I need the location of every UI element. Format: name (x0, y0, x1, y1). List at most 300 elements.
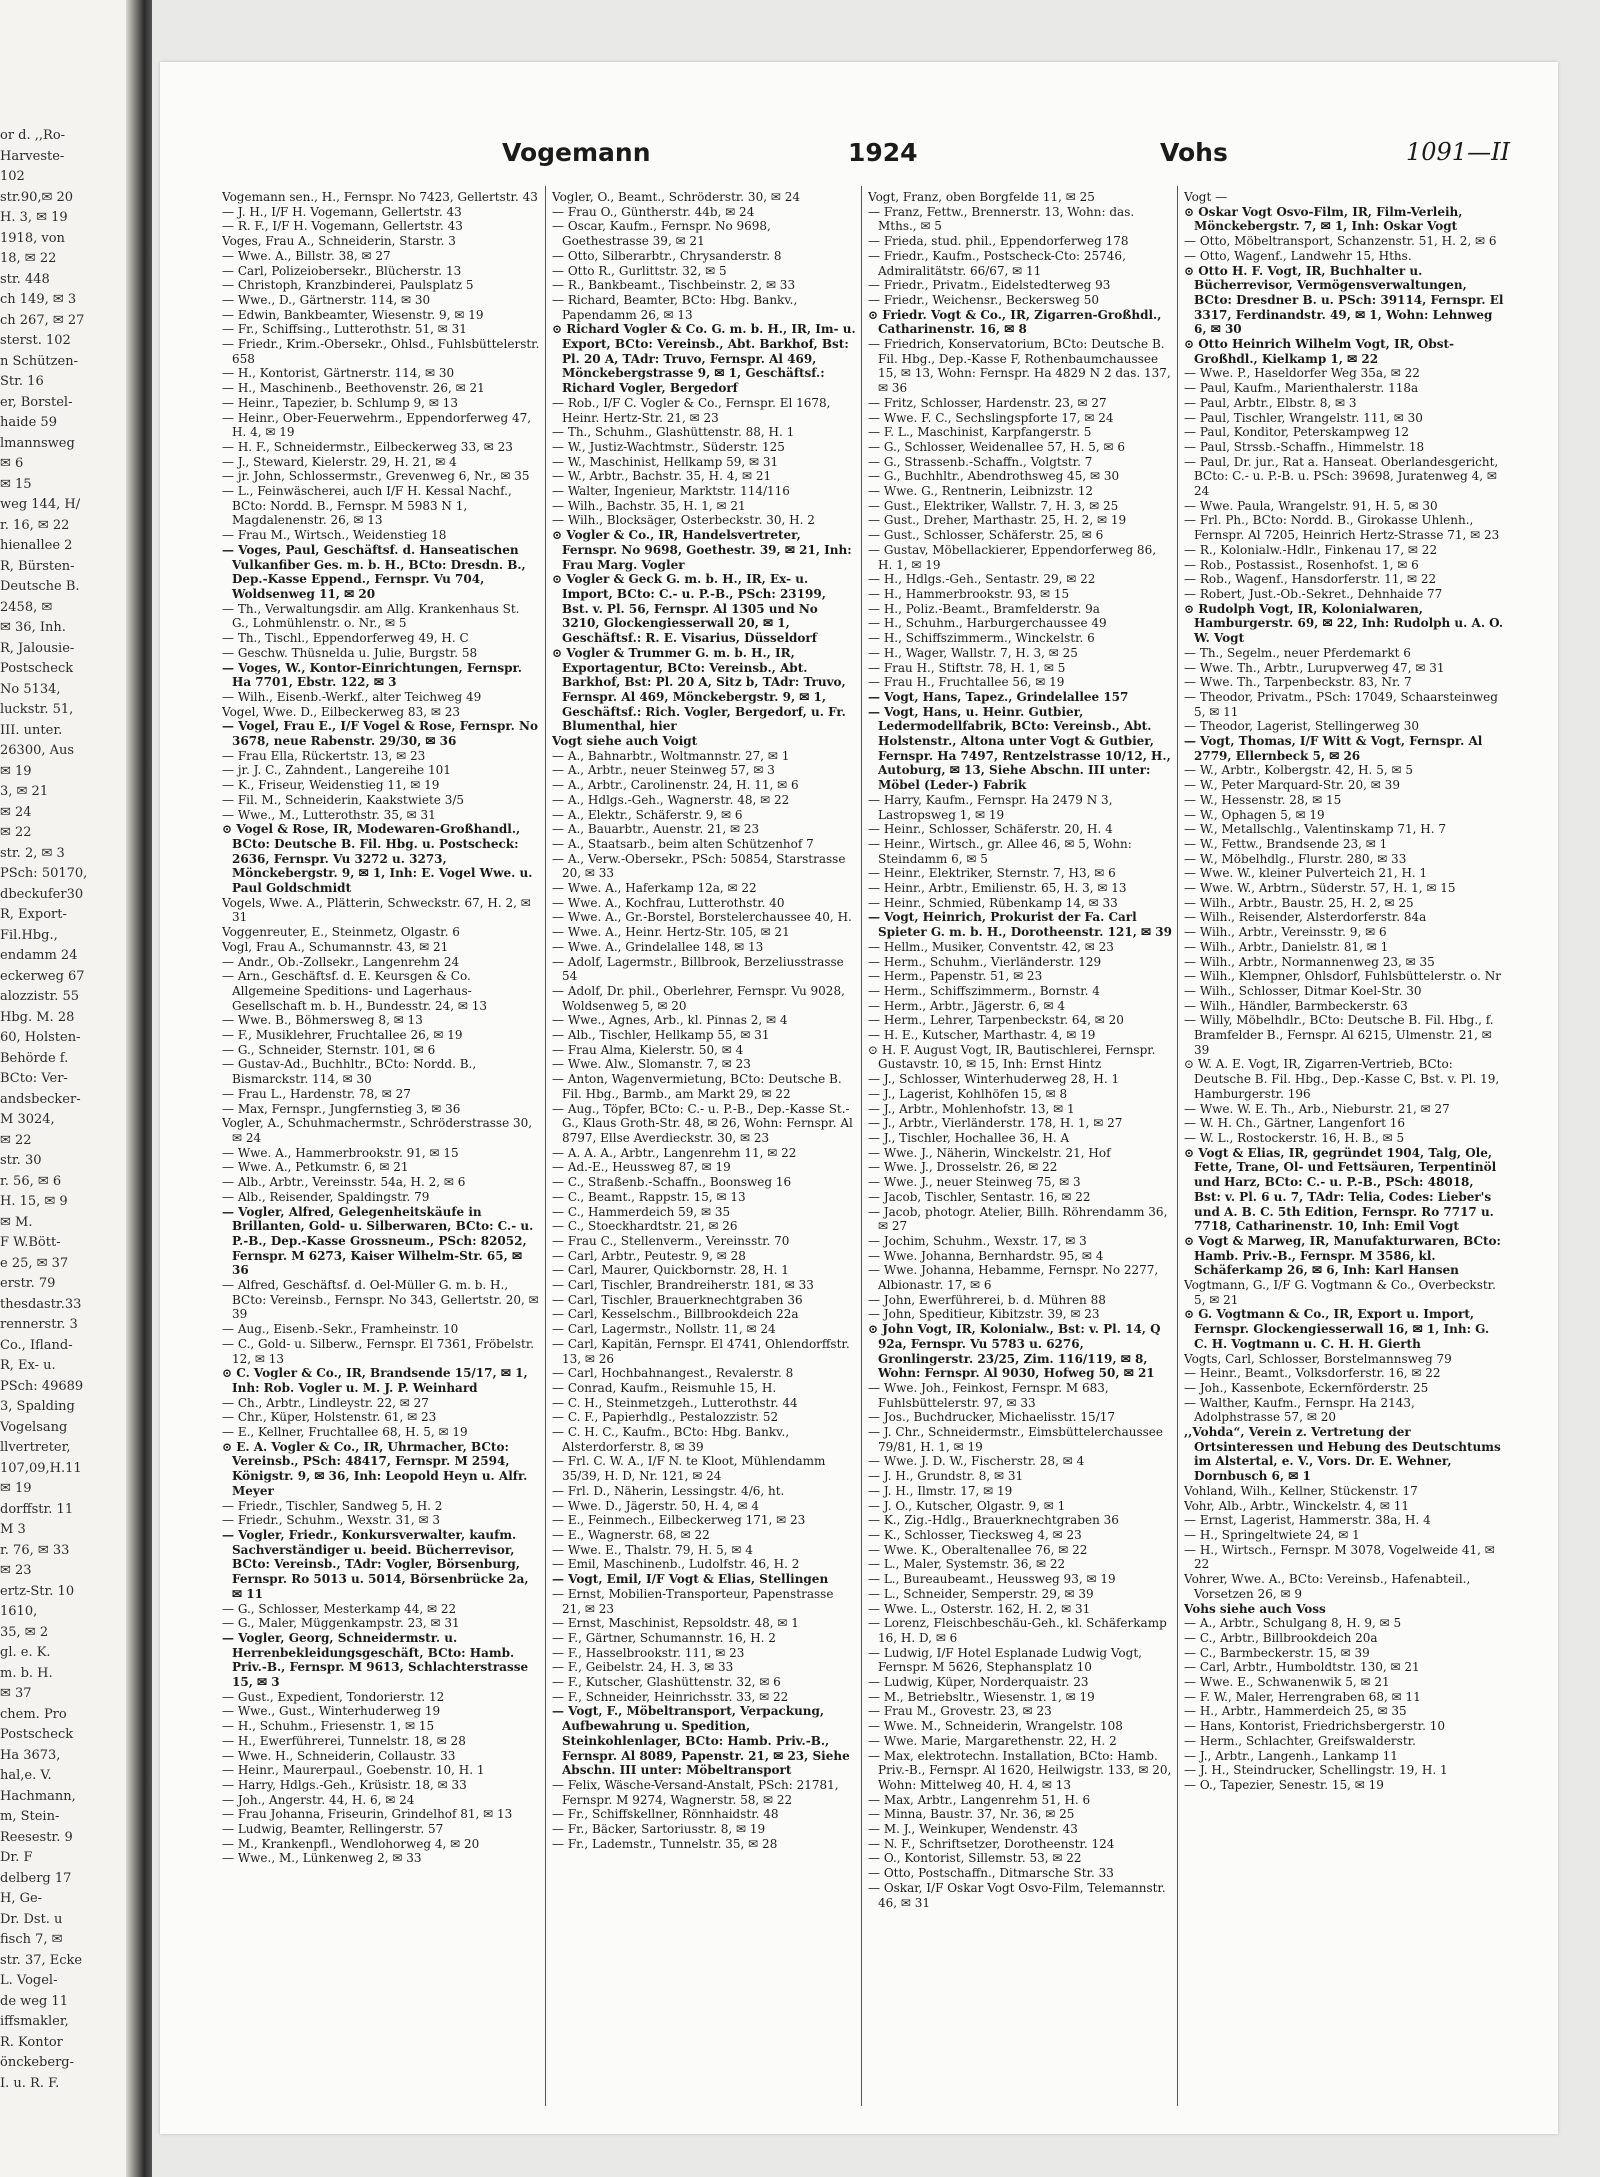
fragment-line: I. u. R. F. (0, 2075, 60, 2091)
directory-entry: — John, Speditieur, Kibitzstr. 39, ✉ 23 (868, 1307, 1100, 1322)
directory-entry: — Wilh., Händler, Barmbeckerstr. 63 (1184, 998, 1408, 1013)
directory-entry: — Heinr., Elektriker, Sternstr. 7, H3, ✉ 6 (868, 866, 1116, 881)
directory-entry: — L., Maler, Systemstr. 36, ✉ 22 (868, 1557, 1066, 1572)
running-header (160, 134, 1558, 170)
fragment-line: Hachmann, (0, 1788, 76, 1804)
fragment-line: 3, ✉ 21 (0, 784, 49, 799)
directory-entry: Vogel, Wwe. D., Eilbeckerweg 83, ✉ 23 (222, 704, 460, 719)
fragment-line: ✉ 19 (0, 763, 32, 779)
fragment-line: R, Jalousie- (0, 640, 75, 656)
fragment-line: ✉ 19 (0, 1481, 32, 1496)
firm-entry: Vohs siehe auch Voss (1184, 1601, 1326, 1616)
directory-entry: — Ernst, Mobilien-Transporteur, Papenstrasse 21, ✉ 23 (552, 1586, 834, 1616)
directory-entry: — Carl, Lagermstr., Nollstr. 11, ✉ 24 (552, 1322, 776, 1337)
directory-entry: — Robert, Just.-Ob.-Sekret., Dehnhaide 77 (1184, 586, 1443, 601)
fragment-line: andsbecker- (0, 1091, 81, 1107)
directory-entry: — Wwe. W. E. Th., Arb., Nieburstr. 21, ✉ 27 (1184, 1101, 1450, 1116)
fragment-line: Vogelsang (0, 1419, 68, 1435)
column-divider (545, 186, 546, 2106)
directory-entry: — Frau H., Fruchtallee 56, ✉ 19 (868, 675, 1065, 690)
directory-entry: — J., Arbtr., Mohlenhofstr. 13, ✉ 1 (868, 1101, 1075, 1116)
directory-entry: — H., Ewerführerei, Tunnelstr. 18, ✉ 28 (222, 1733, 466, 1748)
directory-entry: — Otto, Wagenf., Landwehr 15, Hths. (1184, 248, 1412, 263)
directory-entry: — Wilh., Arbtr., Baustr. 25, H. 2, ✉ 25 (1184, 895, 1414, 910)
directory-entry: — Carl, Kapitän, Fernspr. El 4741, Ohlendorffstr. 13, ✉ 26 (552, 1336, 850, 1366)
directory-entry: — A. A. A., Arbtr., Langenrehm 11, ✉ 22 (552, 1145, 797, 1160)
directory-entry: — Wwe. A., Haferkamp 12a, ✉ 22 (552, 881, 757, 896)
directory-entry: — Oskar, I/F Oskar Vogt Osvo-Film, Telemannstr. 46, ✉ 31 (868, 1880, 1166, 1910)
directory-entry: — Wwe. G., Rentnerin, Leibnizstr. 12 (868, 484, 1093, 499)
fragment-line: ✉ 22 (0, 825, 32, 840)
fragment-line: önckeberg- (0, 2055, 74, 2070)
directory-entry: — A., Elektr., Schäferstr. 9, ✉ 6 (552, 807, 743, 822)
directory-entry: — A., Verw.-Obersekr., PSch: 50854, Starstrasse 20, ✉ 33 (552, 851, 846, 881)
directory-entry: — Aug., Eisenb.-Sekr., Framheinstr. 10 (222, 1322, 459, 1337)
directory-entry: Voges, Frau A., Schneiderin, Starstr. 3 (222, 234, 456, 249)
directory-entry: — W., Arbtr., Kolbergstr. 42, H. 5, ✉ 5 (1184, 763, 1413, 778)
directory-entry: — Alb., Arbtr., Vereinsstr. 54a, H. 2, ✉ 6 (222, 1175, 466, 1190)
directory-entry: — Wilh., Klempner, Ohlsdorf, Fuhlsbüttelerstr. o. Nr (1184, 969, 1501, 984)
directory-entry: — Wwe. M., Schneiderin, Wrangelstr. 108 (868, 1719, 1123, 1734)
directory-entry: — Heinr., Beamt., Volksdorferstr. 16, ✉ 22 (1184, 1366, 1441, 1381)
directory-entry: — Theodor, Lagerist, Stellingerweg 30 (1184, 719, 1419, 734)
firm-entry: ⊙ G. Vogtmann & Co., IR, Export u. Import, Fernspr. Glockengiesserwall 16, ✉ 1, Inh: G. C. H. Vogtmann u. C. H. H. Gierth (1184, 1307, 1490, 1351)
fragment-line: str.90,✉ 20 (0, 189, 74, 205)
directory-entry: — Gustav-Ad., Buchhltr., BCto: Nordd. B., Bismarckstr. 114, ✉ 30 (222, 1057, 477, 1087)
fragment-line: 35, ✉ 2 (0, 1624, 49, 1640)
firm-entry: ⊙ Vogt & Elias, IR, gegründet 1904, Talg, Ole, Fette, Trane, Ol- und Fettsäuren, Terpentinöl und Harz, BCto: C.- u. P.-B., PSch: 48018, Bst: v. Pl. 6 u. 7, TAdr: Telia, Codes: Lieber's und A. B. C. 5th Edition, Fernspr. Ro 7717 u. 7718, Catharinenstr. 10, Inh: Emil Vogt (1184, 1145, 1497, 1234)
fragment-line: endamm 24 (0, 948, 78, 963)
directory-entry: — Wwe. J., Drosselstr. 26, ✉ 22 (868, 1160, 1058, 1175)
directory-entry: — Wwe. Johanna, Hebamme, Fernspr. No 2277, Albionastr. 17, ✉ 6 (868, 1263, 1159, 1293)
directory-entry: — Herm., Schuhm., Vierländerstr. 129 (868, 954, 1102, 969)
directory-entry: — R. F., I/F H. Vogemann, Gellertstr. 43 (222, 219, 463, 234)
directory-entry: — Fr., Lademstr., Tunnelstr. 35, ✉ 28 (552, 1836, 778, 1851)
directory-entry: — H., Schiffszimmerm., Winckelstr. 6 (868, 631, 1095, 646)
directory-entry: — Wwe. Paula, Wrangelstr. 91, H. 5, ✉ 30 (1184, 498, 1438, 513)
directory-entry: — J. H., Grundstr. 8, ✉ 31 (868, 1469, 1024, 1484)
directory-entry: — Otto, Möbeltransport, Schanzenstr. 51, H. 2, ✉ 6 (1184, 234, 1497, 249)
fragment-line: Dr. Dst. u (0, 1911, 63, 1927)
directory-entry: — Paul, Dr. jur., Rat a. Hanseat. Oberlandesgericht, BCto: C.- u. P.-B. u. PSch: 39698, Juratenweg 4, ✉ 24 (1184, 454, 1499, 499)
directory-entry: — C., Beamt., Rappstr. 15, ✉ 13 (552, 1189, 746, 1204)
directory-entry: Vogler, A., Schuhmachermstr., Schröderstrasse 30, ✉ 24 (222, 1116, 533, 1145)
directory-entry: — Wwe. L., Osterstr. 162, H. 2, ✉ 31 (868, 1601, 1091, 1616)
firm-entry: ⊙ Friedr. Vogt & Co., IR, Zigarren-Großhdl., Catharinenstr. 16, ✉ 8 (868, 307, 1162, 337)
directory-entry: — Christoph, Kranzbinderei, Paulsplatz 5 (222, 278, 474, 293)
directory-entry: — Heinr., Tapezier, b. Schlump 9, ✉ 13 (222, 395, 458, 410)
fragment-line: 1918, von (0, 230, 65, 246)
fragment-line: Harveste- (0, 148, 65, 164)
directory-entry: — Wwe. H., Schneiderin, Collaustr. 33 (222, 1748, 456, 1763)
fragment-line: str. 2, ✉ 3 (0, 845, 65, 861)
directory-entry: — Wwe., M., Lünkenweg 2, ✉ 33 (222, 1851, 422, 1866)
directory-entry: — Felix, Wäsche-Versand-Anstalt, PSch: 21781, Fernspr. M 9274, Wagnerstr. 58, ✉ 22 (552, 1777, 839, 1807)
fragment-line: weg 144, H/ (0, 497, 81, 512)
fragment-line: de weg 11 (0, 1993, 68, 2009)
directory-entry: — Aug., Töpfer, BCto: C.- u. P.-B., Dep.-Kasse St.-G., Klaus Groth-Str. 48, ✉ 26, Wohn: Fernspr. Al 8797, Ellse Averdieckstr. 30, ✉ 23 (552, 1101, 853, 1145)
directory-entry: — Fritz, Schlosser, Hardenstr. 23, ✉ 27 (868, 395, 1107, 410)
directory-entry: — Carl, Maurer, Quickbornstr. 28, H. 1 (552, 1263, 789, 1278)
directory-entry: — Wwe. F. C., Sechslingspforte 17, ✉ 24 (868, 410, 1114, 425)
directory-entry: — F. W., Maler, Herrengraben 68, ✉ 11 (1184, 1689, 1421, 1704)
directory-entry: — A., Arbtr., neuer Steinweg 57, ✉ 3 (552, 763, 775, 778)
directory-entry: — Wwe. P., Haseldorfer Weg 35a, ✉ 22 (1184, 366, 1420, 381)
directory-entry: — Wwe. A., Kochfrau, Lutterothstr. 40 (552, 895, 785, 910)
directory-entry: — Paul, Arbtr., Elbstr. 8, ✉ 3 (1184, 395, 1357, 410)
directory-entry: — Wwe. A., Petkumstr. 6, ✉ 21 (222, 1160, 409, 1175)
directory-entry: — Paul, Strssb.-Schaffn., Himmelstr. 18 (1184, 439, 1425, 454)
directory-entry: — Frau H., Stiftstr. 78, H. 1, ✉ 5 (868, 660, 1066, 675)
directory-entry: Voggenreuter, E., Steinmetz, Olgastr. 6 (222, 925, 460, 940)
fragment-line: iffsmakler, (0, 2014, 69, 2029)
directory-entry: Vogts, Carl, Schlosser, Borstelmannsweg 79 (1184, 1351, 1452, 1366)
directory-entry: — Franz, Fettw., Brennerstr. 13, Wohn: das. Mths., ✉ 5 (868, 204, 1135, 234)
directory-entry: — Wwe., D., Gärtnerstr. 114, ✉ 30 (222, 292, 431, 307)
fragment-line: Dr. F (0, 1850, 33, 1865)
firm-entry: — Vogler, Alfred, Gelegenheitskäufe in Brillanten, Gold- u. Silberwaren, BCto: C.- u. P.-B., Dep.-Kasse Grossneum., PSch: 82052, Fernspr. M 6273, Kaiser Wilhelm-Str. 65, ✉ 36 (222, 1204, 534, 1278)
directory-entry: — Joh., Angerstr. 44, H. 6, ✉ 24 (222, 1792, 415, 1807)
directory-entry: — W. L., Rostockerstr. 16, H. B., ✉ 5 (1184, 1131, 1405, 1145)
directory-entry: — Friedr., Tischler, Sandweg 5, H. 2 (222, 1498, 443, 1513)
directory-entry: — Alb., Tischler, Hellkamp 55, ✉ 31 (552, 1028, 770, 1043)
fragment-line: str. 37, Ecke (0, 1952, 83, 1968)
fragment-line: Deutsche B. (0, 579, 80, 594)
directory-entry: — Willy, Möbelhdlr., BCto: Deutsche B. Fil. Hbg., f. Bramfelder B., Fernspr. Al 6215, Ulmenstr. 21, ✉ 39 (1184, 1013, 1494, 1057)
firm-entry: — Voges, Paul, Geschäftsf. d. Hanseatischen Vulkanfiber Ges. m. b. H., BCto: Dresdn. B., Dep.-Kasse Eppend., Fernspr. Vu 704, Woldsenweg 11, ✉ 20 (222, 542, 526, 601)
directory-entry: — G., Strassenb.-Schaffn., Volgtstr. 7 (868, 454, 1093, 469)
directory-entry: — Fr., Schiffsing., Lutterothstr. 51, ✉ 31 (222, 322, 467, 337)
directory-entry: — Max, Fernspr., Jungfernstieg 3, ✉ 36 (222, 1101, 461, 1116)
directory-entry: — H., Hdlgs.-Geh., Sentastr. 29, ✉ 22 (868, 572, 1096, 587)
firm-entry: ,,Vohda“, Verein z. Vertretung der Ortsinteressen und Hebung des Deutschtums im Alstertal, e. V., Vors. Dr. E. Wehner, Dornbusch 6, ✉ 1 (1184, 1425, 1501, 1484)
directory-entry: — J. Chr., Schneidermstr., Eimsbüttelerchaussee 79/81, H. 1, ✉ 19 (868, 1425, 1163, 1454)
fragment-line: Fil.Hbg., (0, 927, 58, 943)
directory-entry: — Frau C., Stellenverm., Vereinsstr. 70 (552, 1233, 790, 1248)
directory-entry: — Gustav, Möbellackierer, Eppendorferweg 86, H. 1, ✉ 19 (868, 542, 1157, 572)
directory-entry: — J. H., Ilmstr. 17, ✉ 19 (868, 1483, 1013, 1498)
fragment-line: R, Bürsten- (0, 558, 75, 574)
fragment-line: Postscheck (0, 661, 74, 676)
fragment-line: r. 16, ✉ 22 (0, 517, 70, 533)
directory-entry: — Ernst, Maschinist, Repsoldstr. 48, ✉ 1 (552, 1616, 799, 1631)
directory-entry: — A., Bauarbtr., Auenstr. 21, ✉ 23 (552, 822, 760, 837)
directory-entry: — Friedr., Weichensr., Beckersweg 50 (868, 292, 1099, 307)
directory-entry: — Frieda, stud. phil., Eppendorferweg 178 (868, 234, 1129, 249)
column-divider (861, 186, 862, 2106)
fragment-line: PSch: 50170, (0, 866, 88, 881)
directory-entry: — Arn., Geschäftsf. d. E. Keursgen & Co. Allgemeine Speditions- und Lagerhaus-Gesellschaft m. b. H., Bundesstr. 24, ✉ 13 (222, 969, 487, 1013)
directory-entry: — J., Steward, Kielerstr. 29, H. 21, ✉ 4 (222, 454, 457, 469)
directory-entry: — G., Schlosser, Mesterkamp 44, ✉ 22 (222, 1601, 457, 1616)
directory-entry: — Wwe. J., Näherin, Winckelstr. 21, Hof (868, 1145, 1111, 1160)
directory-entry: — Ad.-E., Heussweg 87, ✉ 19 (552, 1160, 731, 1175)
directory-entry: — Wwe. K., Oberaltenallee 76, ✉ 22 (868, 1542, 1088, 1557)
fragment-line: 18, ✉ 22 (0, 251, 57, 266)
fragment-line: hal,e. V. (0, 1768, 52, 1783)
firm-entry: ⊙ Otto H. F. Vogt, IR, Buchhalter u. Bücherrevisor, Vermögensverwaltungen, BCto: Dresdner B. u. PSch: 39114, Fernspr. El 3317, Ferdinandstr. 49, ✉ 1, Wohn: Lehnweg 6, ✉ 30 (1184, 263, 1504, 337)
directory-entry: — C., Gold- u. Silberw., Fernspr. El 7361, Fröbelstr. 12, ✉ 13 (222, 1336, 535, 1366)
directory-entry: — Oscar, Kaufm., Fernspr. No 9698, Goethestrasse 39, ✉ 21 (552, 219, 771, 249)
fragment-line: H, Ge- (0, 1891, 43, 1906)
directory-entry: — W. H. Ch., Gärtner, Langenfort 16 (1184, 1116, 1405, 1131)
directory-entry: — Adolf, Lagermstr., Billbrook, Berzeliusstrasse 54 (552, 954, 844, 984)
directory-entry: — Frl. C. W. A., I/F N. te Kloot, Mühlendamm 35/39, H. D, Nr. 121, ✉ 24 (552, 1454, 826, 1484)
firm-entry: ⊙ Vogler & Geck G. m. b. H., IR, Ex- u. Import, BCto: C.- u. P.-B., PSch: 23199, Bst. v. Pl. 56, Fernspr. Al 1305 und No 3210, Glockengiesserwall 20, ✉ 1, Geschäftsf.: R. E. Visarius, Düsseldorf (552, 572, 826, 646)
directory-entry: — Emil, Maschinenb., Ludolfstr. 46, H. 2 (552, 1557, 800, 1572)
directory-entry: — Wwe. D., Jägerstr. 50, H. 4, ✉ 4 (552, 1498, 760, 1513)
directory-entry: — Frau Ella, Rückertstr. 13, ✉ 23 (222, 748, 426, 763)
fragment-line: Behörde f. (0, 1050, 69, 1066)
directory-entry: — Theodor, Privatm., PSch: 17049, Schaarsteinweg 5, ✉ 11 (1184, 689, 1498, 719)
fragment-line: eckerweg 67 (0, 968, 85, 984)
directory-entry: — O., Kontorist, Sillemstr. 53, ✉ 22 (868, 1851, 1082, 1866)
directory-entry: — H., Springeltwiete 24, ✉ 1 (1184, 1527, 1360, 1542)
directory-entry: — Paul, Tischler, Wrangelstr. 111, ✉ 30 (1184, 410, 1423, 425)
directory-entry: — Walter, Ingenieur, Marktstr. 114/116 (552, 484, 790, 499)
directory-entry: — J., Schlosser, Winterhuderweg 28, H. 1 (868, 1072, 1120, 1087)
fragment-line: or d. ,,Ro- (0, 128, 66, 143)
directory-entry: — K., Friseur, Weidenstieg 11, ✉ 19 (222, 778, 440, 793)
header-last-entry: Vohs (1160, 138, 1228, 167)
fragment-line: er, Borstel- (0, 394, 73, 410)
directory-entry: — Otto, Postschaffn., Ditmarsche Str. 33 (868, 1866, 1114, 1881)
directory-entry: — jr. John, Schlossermstr., Grevenweg 6, Nr., ✉ 35 (222, 469, 530, 484)
directory-entry: — N. F., Schriftsetzer, Dorotheenstr. 124 (868, 1836, 1115, 1851)
fragment-line: m. b. H. (0, 1665, 53, 1681)
directory-entry: — Carl, Kesselschm., Billbrookdeich 22a (552, 1307, 799, 1322)
directory-entry: — Friedr., Schuhm., Wexstr. 31, ✉ 3 (222, 1513, 440, 1528)
directory-entry: — Th., Segelm., neuer Pferdemarkt 6 (1184, 645, 1411, 660)
firm-entry: — Vogt, F., Möbeltransport, Verpackung, Aufbewahrung u. Spedition, Steinkohlenlager, BCto: Hamb. Priv.-B., Fernspr. Al 8089, Papenstr. 21, ✉ 23, Siehe Abschn. III unter: Möbeltransport (552, 1704, 850, 1778)
directory-entry: — Herm., Schlachter, Greifswalderstr. (1184, 1733, 1416, 1748)
directory-entry: — Th., Tischl., Eppendorferweg 49, H. C (222, 631, 469, 646)
directory-entry: — Herm., Arbtr., Jägerstr. 6, ✉ 4 (868, 998, 1065, 1013)
firm-entry: — Vogt, Hans, u. Heinr. Gutbier, Ledermodellfabrik, BCto: Vereinsb., Abt. Holstenstr., Altona unter Vogt & Gutbier, Fernspr. Ha 7497, Rentzelstrasse 10/12, H., Autoburg, ✉ 13, Siehe Abschn. III unter: Möbel (Leder-) Fabrik (868, 704, 1171, 793)
fragment-line: ✉ 36, Inh. (0, 620, 66, 635)
directory-entry: — A., Bahnarbtr., Woltmannstr. 27, ✉ 1 (552, 748, 790, 763)
directory-entry: — Frau Alma, Kielerstr. 50, ✉ 4 (552, 1042, 744, 1057)
directory-entry: — H. E., Kutscher, Marthastr. 4, ✉ 19 (868, 1028, 1096, 1043)
fragment-line: F W.Bött- (0, 1235, 61, 1250)
column-divider (1177, 186, 1178, 2106)
directory-entry: — W., Maschinist, Hellkamp 59, ✉ 31 (552, 454, 779, 469)
fragment-line: M 3024, (0, 1112, 55, 1127)
firm-entry: ⊙ John Vogt, IR, Kolonialw., Bst: v. Pl. 14, Q 92a, Fernspr. Vu 5783 u. 6276, Gronlingerstr. 23/25, Zim. 116/119, ✉ 8, Wohn: Fernspr. Al 9030, Hofweg 50, ✉ 21 (868, 1322, 1161, 1381)
fragment-line: 1610, (0, 1604, 38, 1619)
firm-entry: ⊙ C. Vogler & Co., IR, Brandsende 15/17, ✉ 1, Inh: Rob. Vogler u. M. J. P. Weinhard (222, 1366, 528, 1395)
directory-entry: — R., Bankbeamt., Tischbeinstr. 2, ✉ 33 (552, 278, 796, 293)
directory-entry: — Adolf, Dr. phil., Oberlehrer, Fernspr. Vu 9028, Woldsenweg 5, ✉ 20 (552, 983, 845, 1013)
fragment-line: chem. Pro (0, 1706, 67, 1722)
directory-entry: — J. O., Kutscher, Olgastr. 9, ✉ 1 (868, 1498, 1066, 1513)
directory-entry: — Gust., Expedient, Tondorierstr. 12 (222, 1689, 445, 1704)
fragment-line: 26300, Aus (0, 743, 75, 758)
directory-entry: — J., Arbtr., Langenh., Lankamp 11 (1184, 1748, 1398, 1763)
directory-entry: — Carl, Arbtr., Humboldtstr. 130, ✉ 21 (1184, 1660, 1420, 1675)
fragment-line: ✉ 37 (0, 1686, 32, 1701)
directory-entry: — F., Hasselbrookstr. 111, ✉ 23 (552, 1645, 745, 1660)
directory-entry: — Wilh., Reisender, Alsterdorferstr. 84a (1184, 910, 1427, 925)
directory-entry: — Paul, Kaufm., Marienthalerstr. 118a (1184, 381, 1419, 396)
directory-entry: — Jochim, Schuhm., Wexstr. 17, ✉ 3 (868, 1233, 1087, 1248)
directory-entry: — Wwe. A., Billstr. 38, ✉ 27 (222, 248, 391, 263)
directory-entry: — Th., Verwaltungsdir. am Allg. Krankenhaus St. G., Lohmühlenstr. o. Nr., ✉ 5 (222, 601, 520, 631)
directory-entry: — Herm., Papenstr. 51, ✉ 23 (868, 969, 1043, 984)
directory-entry: — Friedr., Krim.-Obersekr., Ohlsd., Fuhlsbüttelerstr. 658 (222, 337, 540, 366)
directory-entry: — A., Staatsarb., beim alten Schützenhof 7 (552, 836, 814, 851)
page-number: 1091—II (1406, 138, 1511, 166)
fragment-line: R, Ex- u. (0, 1358, 56, 1373)
directory-entry: — G., Schlosser, Weidenallee 57, H. 5, ✉ 6 (868, 439, 1126, 454)
directory-entry: — Wwe. Th., Arbtr., Lurupverweg 47, ✉ 31 (1184, 660, 1445, 675)
directory-entry: — jr. J. C., Zahndent., Langereihe 101 (222, 763, 451, 778)
entry-column-4 (1184, 190, 1504, 2100)
fragment-line: hienallee 2 (0, 538, 73, 553)
directory-entry: — Jos., Buchdrucker, Michaelisstr. 15/17 (868, 1410, 1116, 1425)
directory-entry: — C., Arbtr., Billbrookdeich 20a (1184, 1630, 1378, 1645)
directory-entry: — W., Metallschlg., Valentinskamp 71, H. 7 (1184, 822, 1446, 837)
directory-entry: — Wwe. Johanna, Bernhardstr. 95, ✉ 4 (868, 1248, 1104, 1263)
directory-entry: — Hans, Kontorist, Friedrichsbergerstr. 10 (1184, 1719, 1445, 1734)
firm-entry: — Vogt, Heinrich, Prokurist der Fa. Carl Spieter G. m. b. H., Dorotheenstr. 121, ✉ 39 (868, 910, 1172, 940)
directory-entry: — C., Straßenb.-Schaffn., Boonsweg 16 (552, 1175, 792, 1190)
directory-entry: — Ludwig, Küper, Norderquaistr. 23 (868, 1675, 1089, 1690)
fragment-line: delberg 17 (0, 1870, 72, 1886)
directory-entry: — E., Kellner, Fruchtallee 68, H. 5, ✉ 19 (222, 1425, 468, 1440)
directory-entry: — R., Kolonialw.-Hdlr., Finkenau 17, ✉ 22 (1184, 542, 1438, 557)
directory-entry: — Ludwig, I/F Hotel Esplanade Ludwig Vogt, Fernspr. M 5626, Stephansplatz 10 (868, 1645, 1142, 1675)
directory-entry: — H., Wager, Wallstr. 7, H. 3, ✉ 25 (868, 645, 1078, 660)
directory-entry: — Herm., Schiffszimmerm., Bornstr. 4 (868, 983, 1100, 998)
firm-entry: — Vogel, Frau E., I/F Vogel & Rose, Fernspr. No 3678, neue Rabenstr. 29/30, ✉ 36 (222, 719, 538, 749)
fragment-line: Reesestr. 9 (0, 1829, 73, 1845)
directory-entry: — H., Poliz.-Beamt., Bramfelderstr. 9a (868, 601, 1100, 616)
fragment-line: rennerstr. 3 (0, 1317, 78, 1332)
fragment-line: ✉ 22 (0, 1132, 32, 1148)
fragment-line: dorffstr. 11 (0, 1501, 74, 1517)
directory-entry: — W., Ophagen 5, ✉ 19 (1184, 807, 1325, 822)
directory-entry: — Wwe. B., Böhmersweg 8, ✉ 13 (222, 1013, 423, 1028)
directory-entry: — Frau O., Güntherstr. 44b, ✉ 24 (552, 204, 755, 219)
directory-entry: — Wwe. W., kleiner Pulverteich 21, H. 1 (1184, 866, 1428, 881)
directory-entry: — Wwe. Alw., Slomanstr. 7, ✉ 23 (552, 1057, 751, 1072)
fragment-line: 107,09,H.11 (0, 1460, 82, 1476)
directory-entry: — Gust., Dreher, Marthastr. 25, H. 2, ✉ 19 (868, 513, 1127, 528)
fragment-line: lmannsweg (0, 435, 75, 451)
header-year: 1924 (848, 138, 918, 167)
fragment-line: Ha 3673, (0, 1747, 61, 1763)
directory-entry: — Wwe. Th., Tarpenbeckstr. 83, Nr. 7 (1184, 675, 1412, 690)
directory-entry: — Wilh., Schlosser, Ditmar Koel-Str. 30 (1184, 983, 1422, 998)
directory-entry: — Wwe. A., Gr.-Borstel, Borstelerchaussee 40, H. (552, 910, 852, 925)
directory-entry: Vogtmann, G., I/F G. Vogtmann & Co., Overbeckstr. 5, ✉ 21 (1184, 1278, 1496, 1307)
directory-entry: — A., Arbtr., Schulgang 8, H. 9, ✉ 5 (1184, 1616, 1402, 1631)
directory-entry: — Wwe., M., Lutterothstr. 35, ✉ 31 (222, 807, 436, 822)
directory-entry: — F. L., Maschinist, Karpfangerstr. 5 (868, 425, 1092, 440)
directory-entry: — Wwe. A., Heinr. Hertz-Str. 105, ✉ 21 (552, 925, 790, 940)
fragment-line: ✉ 6 (0, 456, 24, 471)
directory-entry: — Minna, Baustr. 37, Nr. 36, ✉ 25 (868, 1807, 1075, 1822)
directory-entry: Vogl, Frau A., Schumannstr. 43, ✉ 21 (222, 939, 449, 954)
entry-column-3 (868, 190, 1172, 2100)
fragment-line: sterst. 102 (0, 333, 71, 348)
directory-entry: — Rob., Wagenf., Hansdorferstr. 11, ✉ 22 (1184, 572, 1437, 587)
directory-entry: — Wwe. E., Thalstr. 79, H. 5, ✉ 4 (552, 1542, 753, 1557)
fragment-line: r. 56, ✉ 6 (0, 1173, 62, 1189)
directory-entry: — W., Fettw., Brandsende 23, ✉ 1 (1184, 836, 1388, 851)
directory-entry: — Alb., Reisender, Spaldingstr. 79 (222, 1189, 430, 1204)
directory-entry: — Heinr., Schlosser, Schäferstr. 20, H. 4 (868, 822, 1113, 837)
directory-entry: — Heinr., Arbtr., Emilienstr. 65, H. 3, ✉ 13 (868, 881, 1127, 896)
directory-entry: — John, Ewerführerei, b. d. Mühren 88 (868, 1292, 1106, 1307)
directory-entry: Vogler, O., Beamt., Schröderstr. 30, ✉ 24 (552, 190, 800, 204)
directory-entry: — Heinr., Ober-Feuerwehrm., Eppendorferweg 47, H. 4, ✉ 19 (222, 410, 532, 440)
directory-entry: — A., Hdlgs.-Geh., Wagnerstr. 48, ✉ 22 (552, 792, 790, 807)
directory-entry: — Carl, Hochbahnangest., Revalerstr. 8 (552, 1366, 794, 1381)
directory-entry: — Wwe. Joh., Feinkost, Fernspr. M 683, Fuhlsbüttelerstr. 97, ✉ 33 (868, 1380, 1109, 1410)
directory-entry: — F., Musiklehrer, Fruchtallee 26, ✉ 19 (222, 1028, 463, 1043)
directory-entry: — J. H., Steindrucker, Schellingstr. 19, H. 1 (1184, 1763, 1448, 1778)
fragment-line: No 5134, (0, 681, 61, 697)
directory-entry: — C., Barmbeckerstr. 15, ✉ 39 (1184, 1645, 1370, 1660)
fragment-line: H. 15, ✉ 9 (0, 1194, 68, 1209)
directory-entry: Vohland, Wilh., Kellner, Stückenstr. 17 (1184, 1483, 1418, 1498)
directory-entry: — Wwe., Gust., Winterhuderweg 19 (222, 1704, 441, 1719)
directory-entry: Vogt — (1184, 190, 1228, 204)
directory-entry: — O., Tapezier, Senestr. 15, ✉ 19 (1184, 1777, 1384, 1792)
directory-entry: — F., Gärtner, Schumannstr. 16, H. 2 (552, 1630, 776, 1645)
directory-entry: — Wwe. A., Grindelallee 148, ✉ 13 (552, 939, 764, 954)
directory-entry: — Wilh., Arbtr., Normannenweg 23, ✉ 35 (1184, 954, 1435, 969)
directory-entry: — Walther, Kaufm., Fernspr. Ha 2143, Adolphstrasse 57, ✉ 20 (1184, 1395, 1415, 1425)
directory-entry: — Jacob, photogr. Atelier, Billh. Röhrendamm 36, ✉ 27 (868, 1204, 1168, 1234)
directory-entry: — Wilh., Arbtr., Danielstr. 81, ✉ 1 (1184, 939, 1389, 954)
firm-entry: ⊙ Oskar Vogt Osvo-Film, IR, Film-Verleih, Mönckebergstr. 7, ✉ 1, Inh: Oskar Vogt (1184, 204, 1463, 234)
directory-entry: — Andr., Ob.-Zollsekr., Langenrehm 24 (222, 954, 460, 969)
directory-entry: — Wwe. E., Schwanenwik 5, ✉ 21 (1184, 1675, 1390, 1690)
fragment-line: alozzistr. 55 (0, 989, 80, 1004)
directory-entry: — Fr., Schiffskellner, Rönnhaidstr. 48 (552, 1807, 779, 1822)
fragment-line: dbeckufer30 (0, 886, 84, 902)
directory-entry: — F., Geibelstr. 24, H. 3, ✉ 33 (552, 1660, 734, 1675)
directory-entry: — Carl, Arbtr., Peutestr. 9, ✉ 28 (552, 1248, 746, 1263)
directory-entry: — Heinr., Maurerpaul., Goebenstr. 10, H. 1 (222, 1763, 485, 1778)
directory-entry: — W., Peter Marquard-Str. 20, ✉ 39 (1184, 778, 1400, 793)
directory-entry: — Heinr., Schmied, Rübenkamp 14, ✉ 33 (868, 895, 1118, 910)
directory-entry: — Wwe., Agnes, Arb., kl. Pinnas 2, ✉ 4 (552, 1013, 788, 1028)
fragment-line: H. 3, ✉ 19 (0, 210, 68, 225)
directory-entry: — E., Wagnerstr. 68, ✉ 22 (552, 1527, 710, 1542)
directory-entry: — C. H. C., Kaufm., BCto: Hbg. Bankv., Alsterdorferstr. 8, ✉ 39 (552, 1425, 790, 1454)
directory-entry: — Th., Schuhm., Glashüttenstr. 88, H. 1 (552, 425, 795, 440)
directory-entry: — F., Schneider, Heinrichsstr. 33, ✉ 22 (552, 1689, 789, 1704)
firm-entry: ⊙ Vogel & Rose, IR, Modewaren-Großhandl., BCto: Deutsche B. Fil. Hbg. u. Postscheck: 2636, Fernspr. Vu 3272 u. 3273, Mönckebergstr. 9, ✉ 1, Inh: E. Vogel Wwe. u. Paul Goldschmidt (222, 822, 533, 896)
fragment-line: Str. 16 (0, 374, 44, 389)
directory-entry: — J., Tischler, Hochallee 36, H. A (868, 1131, 1070, 1145)
firm-entry: Vogt siehe auch Voigt (552, 734, 698, 749)
firm-entry: ⊙ Richard Vogler & Co. G. m. b. H., IR, Im- u. Export, BCto: Vereinsb., Abt. Barkhof, Bst: Pl. 20 A, TAdr: Truvo, Fernspr. Al 469, Mönckebergstrasse 9, ✉ 1, Geschäftsf.: Richard Vogler, Bergedorf (552, 322, 856, 396)
directory-entry: — H., Kontorist, Gärtnerstr. 114, ✉ 30 (222, 366, 455, 381)
fragment-line: str. 448 (0, 271, 50, 287)
directory-entry: ⊙ H. F. August Vogt, IR, Bautischlerei, Fernspr. Gustavstr. 10, ✉ 15, Inh: Ernst Hintz (868, 1042, 1156, 1072)
directory-entry: — L., Bureaubeamt., Heussweg 93, ✉ 19 (868, 1572, 1116, 1587)
directory-entry: — Chr., Küper, Holstenstr. 61, ✉ 23 (222, 1410, 437, 1425)
directory-entry: — W., Justiz-Wachtmstr., Süderstr. 125 (552, 439, 785, 454)
directory-entry: — H., Hammerbrookstr. 93, ✉ 15 (868, 586, 1070, 601)
directory-entry: — H. F., Schneidermstr., Eilbeckerweg 33, ✉ 23 (222, 439, 513, 454)
directory-entry: — Wilh., Eisenb.-Werkf., alter Teichweg 49 (222, 689, 482, 704)
